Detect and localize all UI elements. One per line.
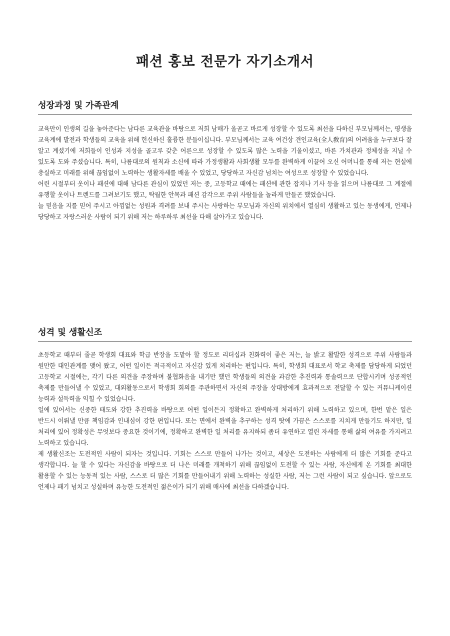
paragraph: 일에 있어서는 신중한 태도와 강한 추진력을 바탕으로 어떤 일이든지 정확하고 완벽하게 처리하기 위해 노력하고 있으며, 한번 맡은 일은 반드시 이뤄낼 만큼 책임감과 인내심이 강한 편입니다. 또는 면에서 완벽을 추구하는 성격 탓에 가끔은 스스로를 지치게 만들기도 하지만, 일 처리에 있어 정확성은 무엇보다 중요한 것이기에, 정확하고 완벽한 일 처리를 유지하되 좀더 유연하고 열린 자세를 통해 삶의 여유를 가지려고 노력하고 있습니다. <box>38 407 412 447</box>
section-body-growth-family <box>38 124 412 223</box>
document-title: 패션 홍보 전문가 자기소개서 <box>135 54 315 70</box>
paragraph: 제 생활신조는 도전적인 사람이 되자는 것입니다. 기회는 스스로 만들어 나가는 것이고, 세상은 도전하는 사람에게 더 많은 기회를 준다고 생각합니다. 늘 할 수 있다는 자신감을 바탕으로 더 나은 미래를 개척하기 위해 끊임없이 도전할 수 있는 사람, 자신에게 온 기회를 최대한 활용할 수 있는 능동적 있는 사람, 스스로 더 많은 기회를 만들어내기 위해 노력하는 성실한 사람, 저는 그런 사람이 되고 싶습니다. 앞으로도 언제나 패기 넘치고 성실하며 유능한 도전적인 젊은이가 되기 위해 매사에 최선을 다하겠습니다. <box>38 451 412 491</box>
section-divider <box>38 341 412 342</box>
section-body-personality-motto <box>38 350 412 493</box>
paragraph: 교육만이 인생의 길을 놓아준다는 남다른 교육관을 바탕으로 저희 남매가 올곧고 바르게 성장할 수 있도록 최선을 다하신 부모님께서는, 평생을 교육계에 발전과 학생들의 교육을 위해 헌신하신 훌륭한 분들이십니다. 부모님께서는 교육 여건상 견인교육(全人敎育)의 어려움을 누구보다 잘 알고 계셨기에 저희들이 인성과 지성을 골고루 갖춘 어른으로 성장할 수 있도록 많은 노력을 기울이셨고, 바른 가치관과 정체성을 지닐 수 있도록 도와 주셨습니다. 특히, 나름대로의 원칙과 소신에 따라 가정생활과 사회생활 모두를 완벽하게 이끌어 오신 어머니를 통해 저는 현실에 충실하고 미래를 위해 끊임없이 노력하는 생활자세를 배울 수 있었고, 당당하고 자신감 넘치는 여성으로 성장할 수 있었습니다. <box>38 126 412 177</box>
section-heading-personality-motto: 성격 및 생활신조 <box>38 328 103 338</box>
section-heading-growth-family: 성장과정 및 가족관계 <box>38 101 119 111</box>
paragraph: 늘 믿음을 지를 믿어 주시고 아낌없는 성원과 격려를 보내 주시는 사랑하는 부모님과 자신의 위치에서 열심히 생활하고 있는 동생에게, 언제나 당당하고 자랑스러운 사람이 되기 위해 저는 하루하루 최선을 다해 살아가고 있습니다. <box>38 203 412 221</box>
section-divider <box>38 114 412 115</box>
paragraph: 어린 시절부터 옷이나 패션에 대해 남다른 관심이 있었던 저는 중, 고등학교 때에는 패션에 관한 잡지나 기사 등을 읽으며 나름대로 그 계절에 유행할 옷이나 트렌드를 그려보기도 했고, 탁월한 안목과 패션 감각으로 주위 사람들을 놀라게 만들곤 했었습니다. <box>38 181 412 199</box>
paragraph: 초등학교 때부터 줄곧 학생회 대표와 학급 반장을 도맡아 할 정도로 리더십과 친화력이 좋은 저는, 늘 밝고 활발한 성격으로 주위 사람들과 원만한 대인관계를 맺어 왔고, 어떤 일이든 적극적이고 자신감 있게 처리하는 편입니다. 특히, 학생회 대표로서 학교 축제를 담당하게 되었던 고등학교 시절에는, 각기 다른 의견을 주장하며 불협화음을 내기만 했던 학생들의 의견을 과감한 추진력과 통솔력으로 단합시키며 성공적인 축제를 만들어낼 수 있었고, 대외활동으로서 학생회 회의를 주관하면서 자신의 주장을 상대방에게 효과적으로 전달할 수 있는 커뮤니케이션 능력과 설득력을 익힐 수 있었습니다. <box>38 352 412 403</box>
